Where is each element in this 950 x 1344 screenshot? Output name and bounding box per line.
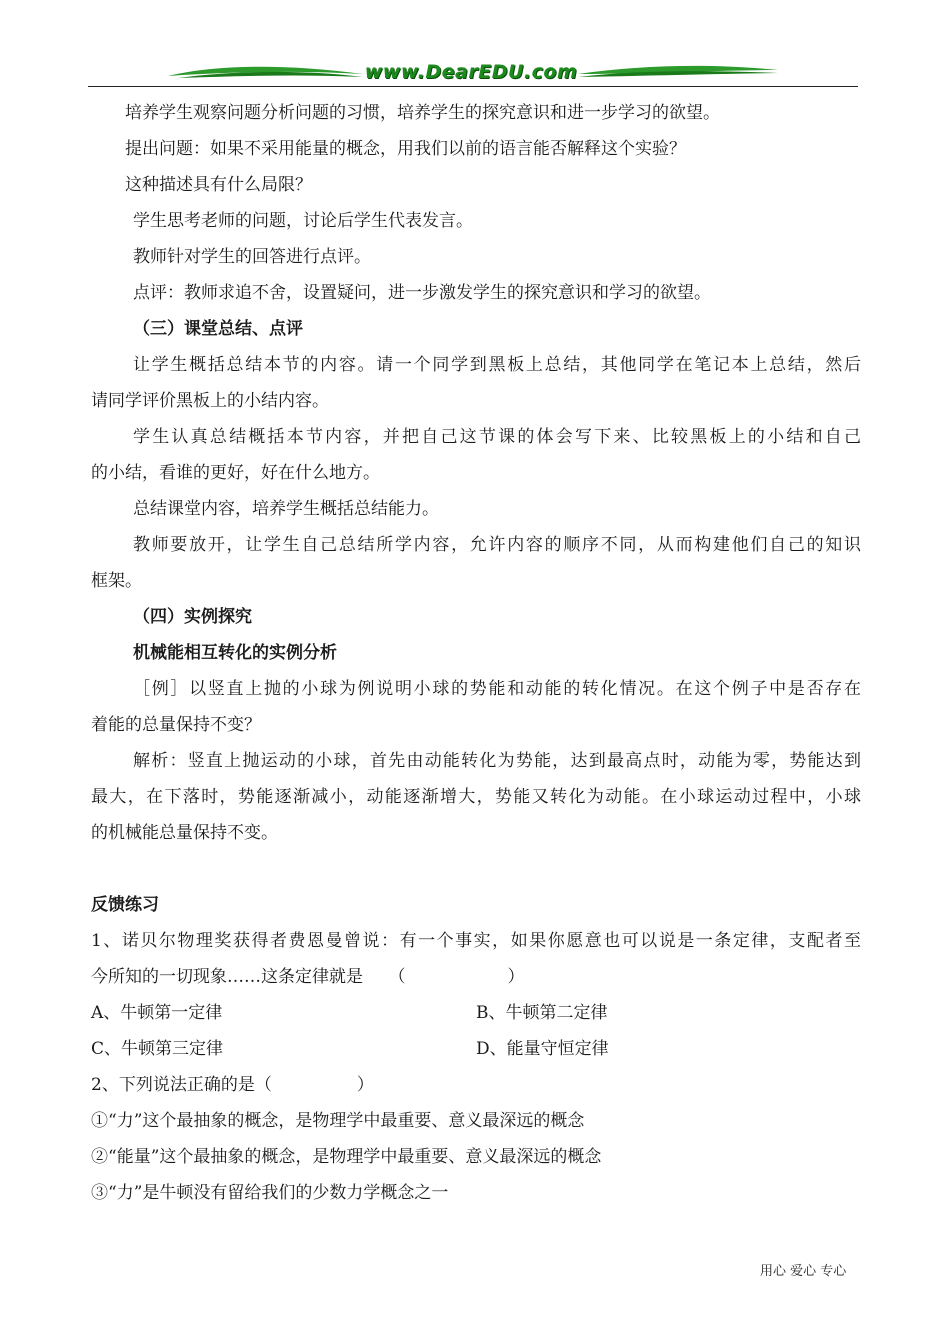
paragraph: 请同学评价黑板上的小结内容。 (91, 391, 329, 411)
question-1-text: 今所知的一切现象……这条定律就是 （ ） (91, 967, 525, 987)
option-c: C、牛顿第三定律 (91, 1039, 224, 1059)
paragraph: 教师要放开，让学生自己总结所学内容，允许内容的顺序不同，从而构建他们自己的知识 (133, 535, 861, 555)
paragraph: 点评：教师求追不舍，设置疑问，进一步激发学生的探究意识和学习的欲望。 (133, 283, 711, 303)
page-footer: 用心 爱心 专心 (760, 1264, 847, 1279)
paragraph: 最大，在下落时，势能逐渐减小，动能逐渐增大，势能又转化为动能。在小球运动过程中，小球 (91, 787, 861, 807)
section-heading: （三）课堂总结、点评 (133, 319, 303, 339)
paragraph: 框架。 (91, 571, 142, 591)
page-header (88, 58, 858, 94)
statement-2: ②“能量”这个最抽象的概念，是物理学中最重要、意义最深远的概念 (91, 1147, 602, 1167)
subsection-heading: 机械能相互转化的实例分析 (133, 643, 337, 663)
question-1-options-row (91, 1031, 861, 1067)
site-logo: www.DearEDU.com (364, 61, 578, 83)
spacer (91, 851, 861, 887)
statement-3: ③“力”是牛顿没有留给我们的少数力学概念之一 (91, 1183, 449, 1203)
paragraph: 培养学生观察问题分析问题的习惯，培养学生的探究意识和进一步学习的欲望。 (125, 103, 720, 123)
option-a: A、牛顿第一定律 (91, 1003, 223, 1023)
option-b: B、牛顿第二定律 (476, 1003, 608, 1023)
paragraph: 教师针对学生的回答进行点评。 (133, 247, 371, 267)
left-swoosh-decoration (168, 62, 363, 84)
paragraph: 解析：竖直上抛运动的小球，首先由动能转化为势能，达到最高点时，动能为零，势能达到 (133, 751, 861, 771)
question-2-text: 2、下列说法正确的是（ ） (91, 1075, 374, 1095)
paragraph: 提出问题：如果不采用能量的概念，用我们以前的语言能否解释这个实验？ (125, 139, 686, 159)
paragraph: 着能的总量保持不变？ (91, 715, 261, 735)
feedback-heading: 反馈练习 (91, 895, 159, 915)
header-rule (88, 86, 858, 87)
paragraph: 总结课堂内容，培养学生概括总结能力。 (133, 499, 439, 519)
paragraph: 这种描述具有什么局限？ (125, 175, 312, 195)
paragraph: 学生认真总结概括本节内容，并把自己这节课的体会写下来、比较黑板上的小结和自己 (133, 427, 861, 447)
statement-1: ①“力”这个最抽象的概念，是物理学中最重要、意义最深远的概念 (91, 1111, 585, 1131)
document-body (91, 95, 861, 1211)
option-d: D、能量守恒定律 (476, 1039, 609, 1059)
paragraph: ［例］以竖直上抛的小球为例说明小球的势能和动能的转化情况。在这个例子中是否存在 (133, 679, 861, 699)
paragraph: 让学生概括总结本节的内容。请一个同学到黑板上总结，其他同学在笔记本上总结，然后 (133, 355, 861, 375)
question-1-text: 1、诺贝尔物理奖获得者费恩曼曾说：有一个事实，如果你愿意也可以说是一条定律，支配者至 (91, 931, 861, 951)
question-1-options-row (91, 995, 861, 1031)
paragraph: 的小结，看谁的更好，好在什么地方。 (91, 463, 380, 483)
paragraph: 的机械能总量保持不变。 (91, 823, 278, 843)
section-heading: （四）实例探究 (133, 607, 252, 627)
paragraph: 学生思考老师的问题，讨论后学生代表发言。 (133, 211, 473, 231)
right-swoosh-decoration (578, 62, 778, 84)
